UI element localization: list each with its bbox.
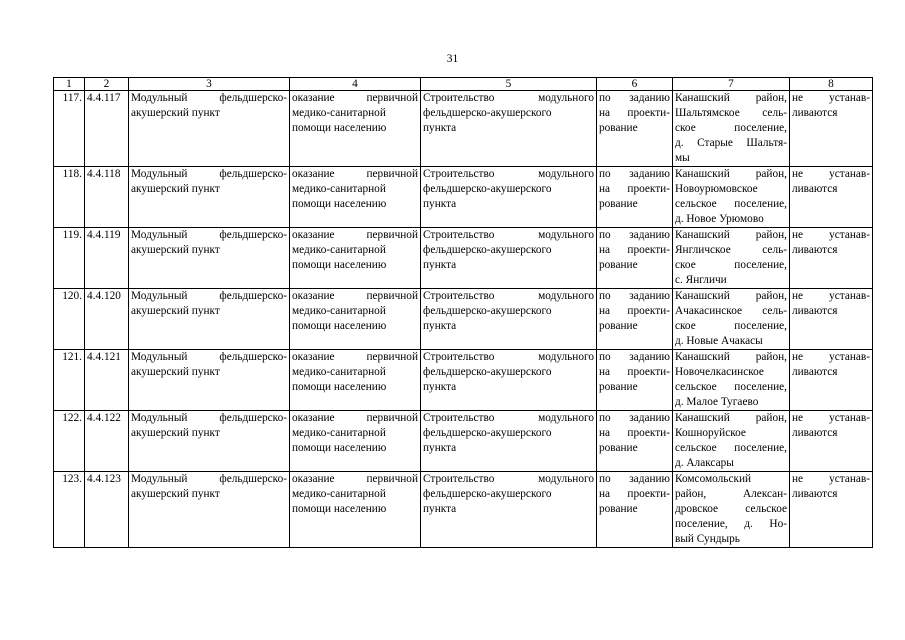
cell-line: сельское поселение,	[675, 442, 787, 454]
protection-zone	[790, 228, 873, 289]
planned-action	[421, 411, 597, 472]
column-header: 1	[54, 78, 85, 91]
cell-line: помощи населению	[292, 503, 387, 515]
cell-line: фельдшерско-акушерского	[423, 427, 552, 439]
object-purpose	[290, 228, 421, 289]
cell-line: медико-санитарной	[292, 305, 386, 317]
cell-line: не устанав-	[792, 290, 870, 302]
cell-line: акушерский пункт	[131, 366, 220, 378]
protection-zone	[790, 350, 873, 411]
object-code: 4.4.120	[85, 289, 129, 350]
object-name	[129, 228, 290, 289]
table-row	[54, 228, 873, 289]
cell-line: медико-санитарной	[292, 366, 386, 378]
planned-action	[421, 350, 597, 411]
page-number: 31	[446, 53, 459, 65]
cell-line: медико-санитарной	[292, 427, 386, 439]
cell-line: помощи населению	[292, 442, 387, 454]
cell-line: оказание первичной	[292, 290, 418, 302]
cell-line: оказание первичной	[292, 229, 418, 241]
cell-line: медико-санитарной	[292, 107, 386, 119]
basis	[597, 289, 673, 350]
cell-line: фельдшерско-акушерского	[423, 305, 552, 317]
table-body	[54, 91, 873, 548]
cell-line: рование	[599, 198, 638, 210]
cell-line: ливаются	[792, 107, 838, 119]
cell-line: ливаются	[792, 183, 838, 195]
cell-line: Строительство модульного	[423, 412, 594, 424]
cell-line: д. Алаксары	[675, 457, 734, 469]
cell-line: помощи населению	[292, 198, 387, 210]
cell-line: Ачакасинское сель-	[675, 305, 787, 317]
cell-line: на проекти-	[599, 427, 670, 439]
cell-line: медико-санитарной	[292, 183, 386, 195]
object-name	[129, 289, 290, 350]
cell-line: оказание первичной	[292, 92, 418, 104]
cell-line: Строительство модульного	[423, 229, 594, 241]
cell-line: ливаются	[792, 488, 838, 500]
basis	[597, 91, 673, 167]
protection-zone	[790, 411, 873, 472]
cell-line: Модульный фельдшерско-	[131, 168, 287, 180]
table-row	[54, 411, 873, 472]
object-code: 4.4.119	[85, 228, 129, 289]
cell-line: Модульный фельдшерско-	[131, 229, 287, 241]
cell-line: д. Новое Урюмово	[675, 213, 764, 225]
row-number: 117.	[54, 91, 85, 167]
table-row	[54, 350, 873, 411]
cell-line: медико-санитарной	[292, 488, 386, 500]
cell-line: вый Сундырь	[675, 533, 740, 545]
row-number: 120.	[54, 289, 85, 350]
cell-line: фельдшерско-акушерского	[423, 183, 552, 195]
column-header: 5	[421, 78, 597, 91]
object-code: 4.4.123	[85, 472, 129, 548]
cell-line: рование	[599, 320, 638, 332]
cell-line: Янгличское сель-	[675, 244, 787, 256]
planning-table	[53, 77, 873, 548]
cell-line: ское поселение,	[675, 320, 787, 332]
cell-line: оказание первичной	[292, 412, 418, 424]
cell-line: по заданию	[599, 412, 670, 424]
protection-zone	[790, 289, 873, 350]
cell-line: по заданию	[599, 229, 670, 241]
object-name	[129, 350, 290, 411]
cell-line: Новочелкасинское	[675, 366, 764, 378]
cell-line: оказание первичной	[292, 351, 418, 363]
location	[673, 167, 790, 228]
cell-line: акушерский пункт	[131, 488, 220, 500]
cell-line: Модульный фельдшерско-	[131, 412, 287, 424]
cell-line: акушерский пункт	[131, 107, 220, 119]
object-purpose	[290, 411, 421, 472]
cell-line: Комсомольский	[675, 473, 752, 485]
cell-line: ливаются	[792, 427, 838, 439]
cell-line: рование	[599, 503, 638, 515]
cell-line: на проекти-	[599, 305, 670, 317]
location	[673, 350, 790, 411]
protection-zone	[790, 167, 873, 228]
location	[673, 472, 790, 548]
cell-line: поселение, д. Но-	[675, 518, 787, 530]
cell-line: пункта	[423, 381, 457, 393]
cell-line: пункта	[423, 259, 457, 271]
table-row	[54, 472, 873, 548]
cell-line: Канашский район,	[675, 229, 787, 241]
basis	[597, 472, 673, 548]
row-number: 119.	[54, 228, 85, 289]
cell-line: Кошноруйское	[675, 427, 746, 439]
cell-line: д. Новые Ачакасы	[675, 335, 763, 347]
cell-line: на проекти-	[599, 183, 670, 195]
cell-line: не устанав-	[792, 473, 870, 485]
cell-line: Строительство модульного	[423, 92, 594, 104]
cell-line: помощи населению	[292, 259, 387, 271]
cell-line: мы	[675, 152, 690, 164]
column-header: 8	[790, 78, 873, 91]
cell-line: ливаются	[792, 366, 838, 378]
column-header: 3	[129, 78, 290, 91]
cell-line: на проекти-	[599, 107, 670, 119]
table-row	[54, 91, 873, 167]
row-number: 123.	[54, 472, 85, 548]
object-purpose	[290, 289, 421, 350]
cell-line: по заданию	[599, 290, 670, 302]
cell-line: по заданию	[599, 351, 670, 363]
cell-line: фельдшерско-акушерского	[423, 244, 552, 256]
cell-line: не устанав-	[792, 412, 870, 424]
cell-line: пункта	[423, 442, 457, 454]
cell-line: Канашский район,	[675, 92, 787, 104]
object-purpose	[290, 91, 421, 167]
cell-line: Модульный фельдшерско-	[131, 290, 287, 302]
cell-line: дровское сельское	[675, 503, 787, 515]
object-code: 4.4.121	[85, 350, 129, 411]
location	[673, 289, 790, 350]
cell-line: ское поселение,	[675, 259, 787, 271]
basis	[597, 411, 673, 472]
cell-line: на проекти-	[599, 366, 670, 378]
cell-line: не устанав-	[792, 351, 870, 363]
cell-line: рование	[599, 442, 638, 454]
object-name	[129, 472, 290, 548]
cell-line: Новоурюмовское	[675, 183, 758, 195]
cell-line: Строительство модульного	[423, 351, 594, 363]
column-header: 2	[85, 78, 129, 91]
cell-line: акушерский пункт	[131, 305, 220, 317]
cell-line: Модульный фельдшерско-	[131, 473, 287, 485]
cell-line: д. Малое Тугаево	[675, 396, 759, 408]
object-code: 4.4.117	[85, 91, 129, 167]
location	[673, 228, 790, 289]
cell-line: пункта	[423, 320, 457, 332]
column-header: 7	[673, 78, 790, 91]
cell-line: Канашский район,	[675, 168, 787, 180]
cell-line: сельское поселение,	[675, 198, 787, 210]
cell-line: Строительство модульного	[423, 290, 594, 302]
cell-line: Шальтямское сель-	[675, 107, 787, 119]
planned-action	[421, 472, 597, 548]
cell-line: ливаются	[792, 244, 838, 256]
cell-line: пункта	[423, 122, 457, 134]
location	[673, 91, 790, 167]
cell-line: район, Алексан-	[675, 488, 787, 500]
header-row	[54, 78, 873, 91]
basis	[597, 228, 673, 289]
basis	[597, 167, 673, 228]
row-number: 118.	[54, 167, 85, 228]
cell-line: с. Янгличи	[675, 274, 727, 286]
cell-line: помощи населению	[292, 320, 387, 332]
cell-line: по заданию	[599, 92, 670, 104]
object-code: 4.4.122	[85, 411, 129, 472]
cell-line: по заданию	[599, 473, 670, 485]
protection-zone	[790, 472, 873, 548]
cell-line: оказание первичной	[292, 168, 418, 180]
cell-line: ливаются	[792, 305, 838, 317]
cell-line: Канашский район,	[675, 412, 787, 424]
cell-line: пункта	[423, 503, 457, 515]
location	[673, 411, 790, 472]
cell-line: акушерский пункт	[131, 427, 220, 439]
planned-action	[421, 289, 597, 350]
object-name	[129, 167, 290, 228]
cell-line: Строительство модульного	[423, 473, 594, 485]
protection-zone	[790, 91, 873, 167]
cell-line: акушерский пункт	[131, 244, 220, 256]
cell-line: на проекти-	[599, 244, 670, 256]
cell-line: помощи населению	[292, 381, 387, 393]
cell-line: Канашский район,	[675, 351, 787, 363]
cell-line: Строительство модульного	[423, 168, 594, 180]
object-code: 4.4.118	[85, 167, 129, 228]
cell-line: не устанав-	[792, 168, 870, 180]
planned-action	[421, 91, 597, 167]
cell-line: рование	[599, 259, 638, 271]
planned-action	[421, 228, 597, 289]
cell-line: не устанав-	[792, 92, 870, 104]
basis	[597, 350, 673, 411]
cell-line: Модульный фельдшерско-	[131, 92, 287, 104]
cell-line: фельдшерско-акушерского	[423, 107, 552, 119]
object-purpose	[290, 350, 421, 411]
cell-line: по заданию	[599, 168, 670, 180]
cell-line: сельское поселение,	[675, 381, 787, 393]
cell-line: оказание первичной	[292, 473, 418, 485]
column-header: 6	[597, 78, 673, 91]
row-number: 122.	[54, 411, 85, 472]
cell-line: рование	[599, 381, 638, 393]
object-purpose	[290, 167, 421, 228]
planned-action	[421, 167, 597, 228]
cell-line: медико-санитарной	[292, 244, 386, 256]
cell-line: рование	[599, 122, 638, 134]
object-name	[129, 91, 290, 167]
cell-line: Модульный фельдшерско-	[131, 351, 287, 363]
cell-line: акушерский пункт	[131, 183, 220, 195]
cell-line: фельдшерско-акушерского	[423, 488, 552, 500]
table-row	[54, 289, 873, 350]
object-purpose	[290, 472, 421, 548]
cell-line: фельдшерско-акушерского	[423, 366, 552, 378]
cell-line: Канашский район,	[675, 290, 787, 302]
object-name	[129, 411, 290, 472]
cell-line: помощи населению	[292, 122, 387, 134]
cell-line: пункта	[423, 198, 457, 210]
row-number: 121.	[54, 350, 85, 411]
cell-line: не устанав-	[792, 229, 870, 241]
cell-line: д. Старые Шальтя-	[675, 137, 787, 149]
column-header: 4	[290, 78, 421, 91]
cell-line: на проекти-	[599, 488, 670, 500]
table-row	[54, 167, 873, 228]
cell-line: ское поселение,	[675, 122, 787, 134]
